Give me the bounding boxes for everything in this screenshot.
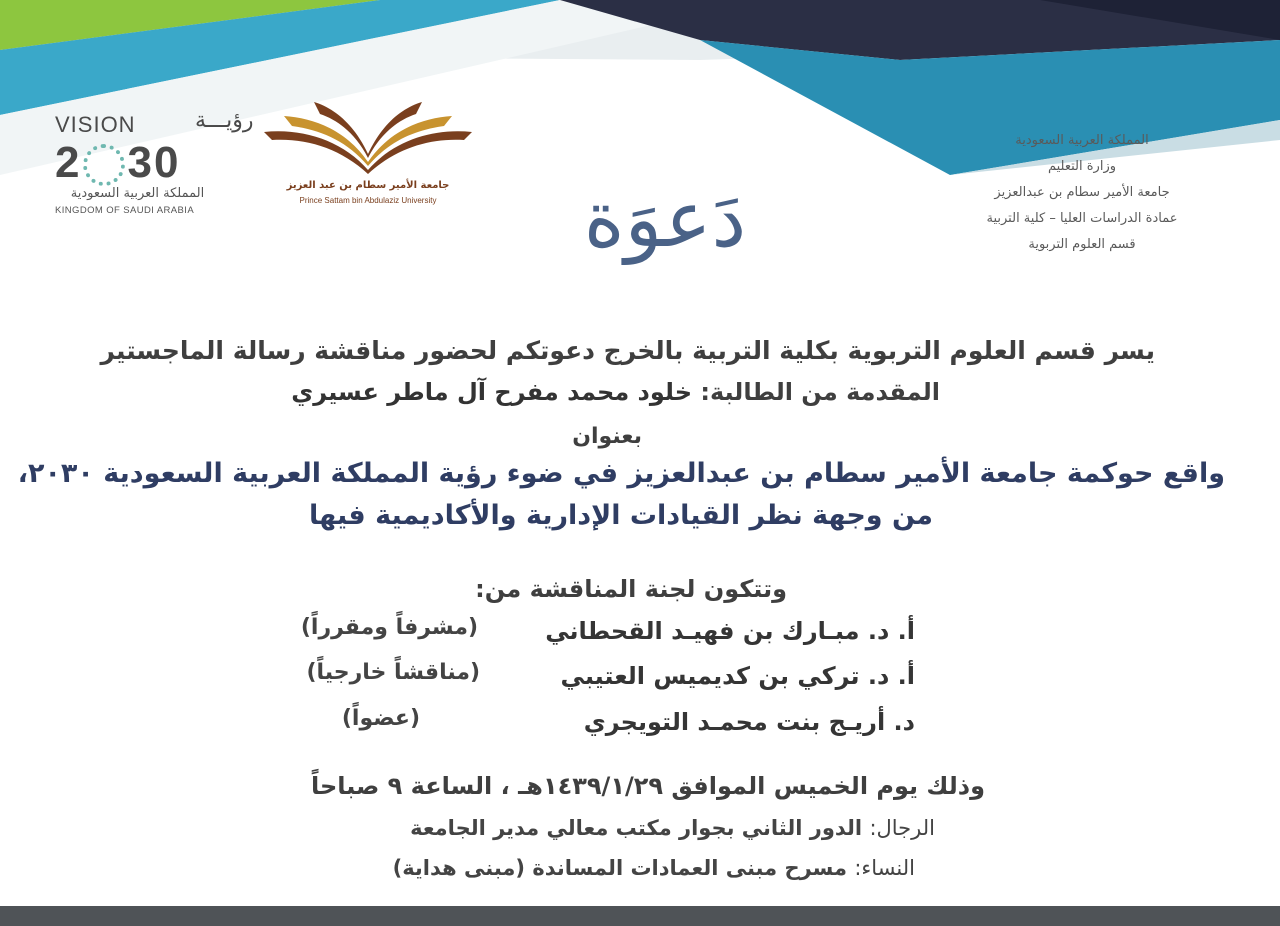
org-deanship: عمادة الدراسات العليا – كلية التربية	[986, 211, 1178, 226]
org-university: جامعة الأمير سطام بن عبدالعزيز	[994, 185, 1170, 200]
committee-member-role: (عضواً)	[341, 706, 420, 731]
vision-ar-label: رؤيـــة	[195, 108, 254, 133]
committee-member-role: (مناقشاً خارجياً)	[306, 660, 480, 685]
vision-label: VISION	[55, 112, 136, 137]
university-name-en: Prince Sattam bin Abdulaziz University	[299, 196, 437, 205]
emblem-ring-icon	[83, 144, 125, 186]
vision-year: 2 30	[55, 138, 181, 187]
university-logo	[262, 100, 474, 210]
women-place: مسرح مبنى العمادات المساندة (مبنى هداية)	[392, 856, 848, 880]
titled-label: بعنوان	[572, 424, 642, 449]
men-label: الرجال:	[869, 816, 935, 840]
org-country: المملكة العربية السعودية	[1015, 133, 1149, 148]
committee-member-name: أ. د. تركي بن كديميس العتيبي	[560, 662, 915, 690]
vision-2030-logo	[55, 108, 254, 218]
committee-member-name: د. أريـج بنت محمـد التويجري	[583, 708, 915, 736]
men-venue	[410, 816, 935, 840]
org-ministry: وزارة التعليم	[1047, 159, 1117, 174]
committee-member-name: أ. د. مبـارك بن فهيـد القحطاني	[545, 617, 915, 645]
thesis-title-line-1: واقع حوكمة جامعة الأمير سطام بن عبدالعزيز في ضوء رؤية المملكة العربية السعودية ٢٠٣٠،	[17, 458, 1225, 489]
event-date: وذلك يوم الخميس الموافق ١٤٣٩/١/٢٩هـ ، الساعة ٩ صباحاً	[310, 772, 985, 800]
women-venue	[393, 856, 915, 880]
university-name-ar: جامعة الأمير سطام بن عبد العزيز	[286, 180, 450, 191]
committee-intro: وتتكون لجنة المناقشة من:	[475, 575, 787, 603]
footer-bar	[0, 906, 1280, 926]
men-place: الدور الثاني بجوار مكتب معالي مدير الجامعة	[410, 816, 863, 840]
student-line	[291, 378, 940, 406]
org-department: قسم العلوم التربوية	[1028, 237, 1136, 252]
committee-member-role: (مشرفاً ومقرراً)	[300, 615, 478, 640]
intro-text: يسر قسم العلوم التربوية بكلية التربية بالخرج دعوتكم لحضور مناقشة رسالة الماجستير	[100, 336, 1155, 365]
student-name: خلود محمد مفرح آل ماطر عسيري	[291, 378, 692, 406]
organization-header	[942, 128, 1222, 258]
vision-kingdom-ar: المملكة العربية السعودية	[70, 186, 205, 201]
thesis-title-line-2: من وجهة نظر القيادات الإدارية والأكاديمية فيها	[309, 500, 933, 531]
invitation-title: دَعوَة	[583, 175, 747, 265]
women-label: النساء:	[854, 856, 915, 880]
student-label: المقدمة من الطالبة:	[700, 378, 940, 406]
open-book-icon	[262, 100, 474, 180]
vision-kingdom-en: KINGDOM OF SAUDI ARABIA	[55, 205, 195, 216]
